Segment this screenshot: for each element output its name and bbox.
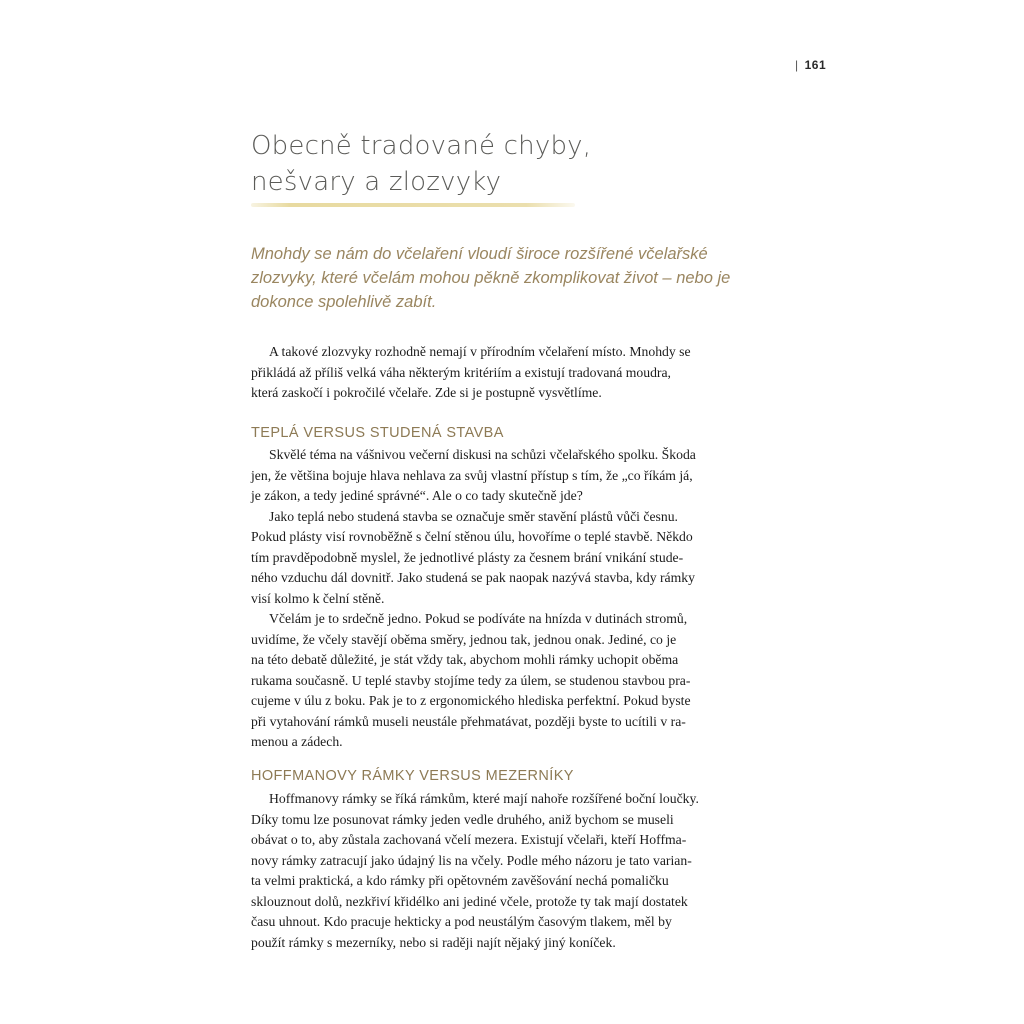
text-line: Včelám je to srdečně jedno. Pokud se podíváte na hnízda v dutinách stromů, <box>269 611 688 626</box>
text-line: cujeme v úlu z boku. Pak je to z ergonomického hlediska perfektní. Pokud byste <box>251 693 691 708</box>
text-line: obávat o to, aby zůstala zachovaná včelí mezera. Existují včelaři, kteří Hoffma- <box>251 832 687 847</box>
section-body-hoffman-frames <box>251 789 753 953</box>
page-number <box>795 58 826 72</box>
lead-paragraph <box>251 242 751 314</box>
text-line: ta velmi praktická, a kdo rámky při opětovném zavěšování nechá pomaličku <box>251 873 669 888</box>
page-number-separator: | <box>795 58 799 72</box>
text-line: sklouznout dolů, nezkřiví křidélko ani jediné včele, protože ty tak mají dostatek <box>251 893 688 909</box>
text-line: je zákon, a tedy jediné správné“. Ale o co tady skutečně jde? <box>251 488 583 503</box>
intro-paragraph <box>251 342 753 404</box>
section-heading-hoffman-frames: HOFFMANOVY RÁMKY VERSUS MEZERNÍKY <box>251 768 574 784</box>
text-line: času uhnout. Kdo pracuje hekticky a pod neustálým časovým tlakem, měl by <box>251 914 672 929</box>
text-line: tím pravděpodobně myslel, že jednotlivé plásty za česnem brání vnikání stude- <box>251 549 684 565</box>
text-line: použít rámky s mezerníky, nebo si raději najít nějaký jiný koníček. <box>251 934 616 950</box>
text-line: Jako teplá nebo studená stavba se označuje směr stavění plástů vůči česnu. <box>269 508 678 524</box>
lead-line: Mnohdy se nám do včelaření vloudí široce rozšířené včelařské <box>251 245 708 263</box>
lead-line: zlozvyky, které včelám mohou pěkně zkomplikovat život – nebo je <box>251 269 731 287</box>
text-line: novy rámky zatracují jako údajný lis na včely. Podle mého názoru je tato varian- <box>251 852 692 868</box>
title-underline <box>251 203 575 207</box>
section-heading-warm-cold: TEPLÁ VERSUS STUDENÁ STAVBA <box>251 425 504 441</box>
text-line: Skvělé téma na vášnivou večerní diskusi na schůzi včelařského spolku. Škoda <box>269 447 696 462</box>
text-line: ného vzduchu dál dovnitř. Jako studená se pak naopak nazývá stavba, kdy rámky <box>251 570 695 585</box>
text-line: A takové zlozvyky rozhodně nemají v přírodním včelaření místo. Mnohdy se <box>269 344 691 359</box>
text-line: přikládá až příliš velká váha některým kritériím a existují tradovaná moudra, <box>251 364 671 380</box>
text-line: menou a zádech. <box>251 734 343 749</box>
text-line: která zaskočí i pokročilé včelaře. Zde si je postupně vysvětlíme. <box>251 385 602 400</box>
chapter-title <box>251 128 671 200</box>
text-line: visí kolmo k čelní stěně. <box>251 590 385 606</box>
text-line: uvidíme, že včely stavějí oběma směry, jednou tak, jednou onak. Jediné, co je <box>251 631 677 647</box>
chapter-title-line: nešvary a zlozvyky <box>251 167 502 197</box>
chapter-title-line: Obecně tradované chyby, <box>251 131 592 161</box>
text-line: Hoffmanovy rámky se říká rámkům, které mají nahoře rozšířené boční loučky. <box>269 791 699 806</box>
text-line: Pokud plásty visí rovnoběžně s čelní stěnou úlu, hovoříme o teplé stavbě. Někdo <box>251 529 693 544</box>
text-line: rukama současně. U teplé stavby stojíme tedy za úlem, se studenou stavbou pra- <box>251 672 691 688</box>
text-line: jen, že většina bojuje hlava nehlava za svůj vlastní přístup s tím, že „co říkám já, <box>251 467 693 483</box>
lead-line: dokonce spolehlivě zabít. <box>251 293 437 311</box>
text-line: při vytahování rámků museli neustále přehmatávat, později byste to ucítili v ra- <box>251 713 686 729</box>
section-body-warm-cold <box>251 445 753 753</box>
text-line: na této debatě důležité, je stát vždy tak, abychom mohli rámky uchopit oběma <box>251 652 679 667</box>
page-number-value: 161 <box>804 58 827 72</box>
text-line: Díky tomu lze posunovat rámky jeden vedle druhého, aniž bychom se museli <box>251 811 674 827</box>
